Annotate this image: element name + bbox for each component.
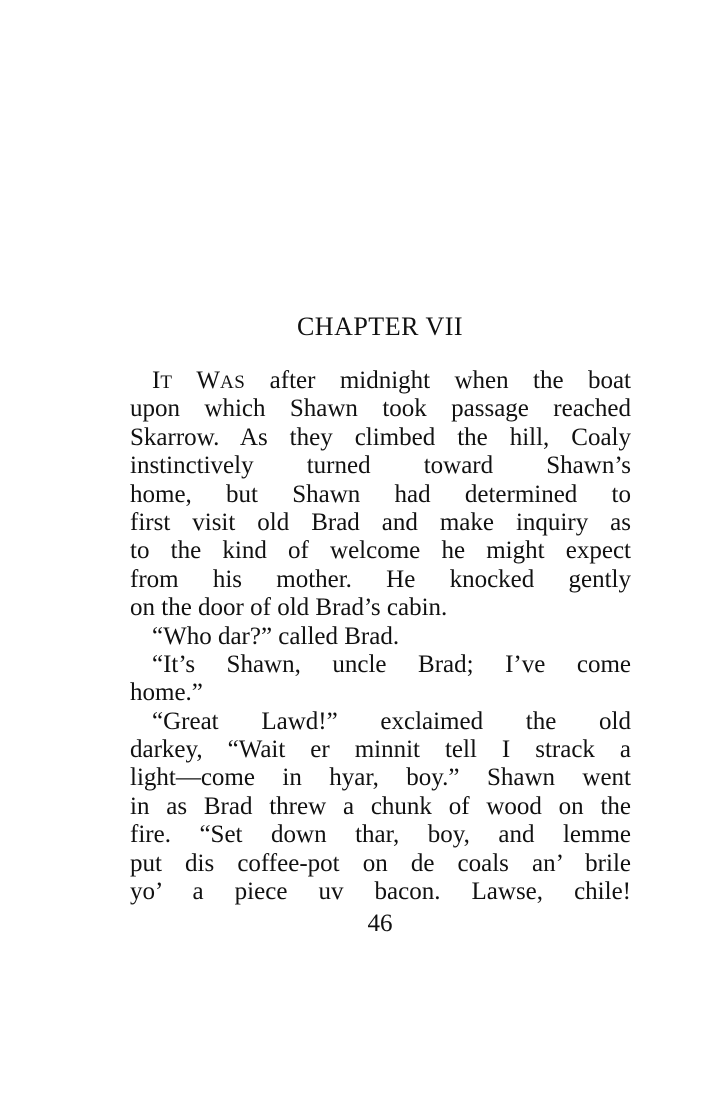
text-line: to the kind of welcome he might expect xyxy=(130,537,631,565)
text-line: Skarrow. As they climbed the hill, Coaly xyxy=(130,423,631,451)
text-line: upon which Shawn took passage reached xyxy=(130,395,631,423)
text-line: “It’s Shawn, uncle Brad; I’ve come xyxy=(152,650,631,678)
text-line: instinctively turned toward Shawn’s xyxy=(130,452,631,480)
text-line: on the door of old Brad’s cabin. xyxy=(130,594,448,622)
body-text xyxy=(130,367,631,906)
text-line: put dis coffee-pot on de coals an’ brile xyxy=(130,849,631,877)
text-line: darkey, “Wait er minnit tell I strack a xyxy=(130,736,631,764)
smallcaps-initial: I xyxy=(152,367,161,394)
page-number: 46 xyxy=(367,910,393,937)
text-line: “Who dar?” called Brad. xyxy=(152,622,400,650)
chapter-heading: CHAPTER VII xyxy=(296,312,464,341)
smallcaps-rest: T xyxy=(160,372,173,393)
text-line-rest: after midnight when the boat xyxy=(245,367,631,394)
text-line: home.” xyxy=(130,679,203,707)
text-line: fire. “Set down thar, boy, and lemme xyxy=(130,821,631,849)
smallcaps-initial: W xyxy=(196,367,220,394)
text-line: home, but Shawn had determined to xyxy=(130,480,631,508)
text-line: in as Brad threw a chunk of wood on the xyxy=(130,792,631,820)
text-line-first xyxy=(130,367,631,395)
text-line: from his mother. He knocked gently xyxy=(130,565,631,593)
smallcaps-rest: AS xyxy=(219,372,246,393)
text-line: “Great Lawd!” exclaimed the old xyxy=(152,707,631,735)
text-line: yo’ a piece uv bacon. Lawse, chile! xyxy=(130,878,631,906)
text-line: light—come in hyar, boy.” Shawn went xyxy=(130,764,631,792)
text-line: first visit old Brad and make inquiry as xyxy=(130,508,631,536)
